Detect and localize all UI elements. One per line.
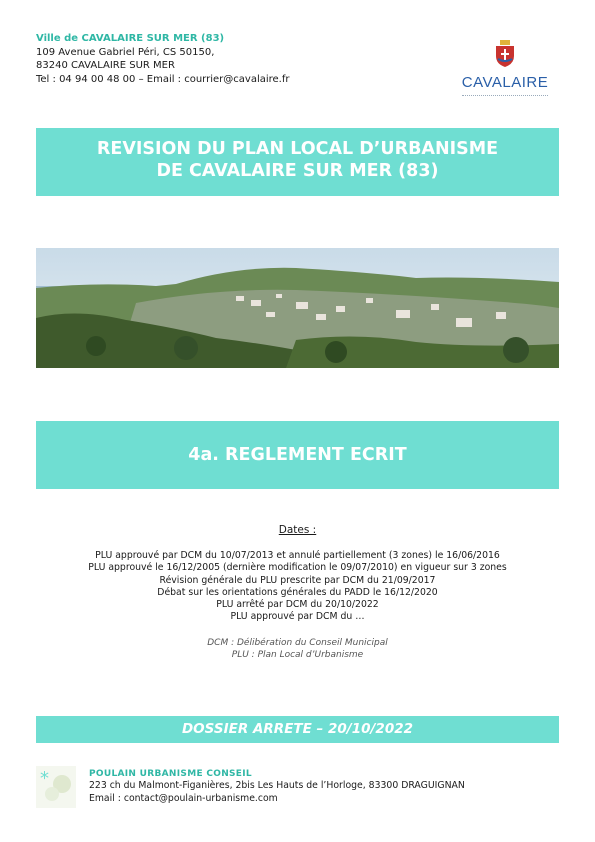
document-label: 4a. REGLEMENT ECRIT xyxy=(188,445,407,465)
consultant-block xyxy=(89,768,465,805)
sender-contact: Tel : 04 94 00 48 00 – Email : courrier@cavalaire.fr xyxy=(36,73,290,85)
coastal-town-photo xyxy=(36,248,559,368)
sender-address-line2: 83240 CAVALAIRE SUR MER xyxy=(36,60,175,71)
panorama-image xyxy=(36,248,559,368)
abbreviations-legend xyxy=(36,637,559,661)
date-item: PLU approuvé par DCM du … xyxy=(230,611,365,623)
svg-text:*: * xyxy=(40,768,49,789)
title-line1: REVISION DU PLAN LOCAL D’URBANISME xyxy=(96,139,499,159)
status-banner xyxy=(36,716,559,743)
sender-block xyxy=(36,32,290,86)
cavalaire-logo xyxy=(455,40,555,104)
status-label: DOSSIER ARRETE – 20/10/2022 xyxy=(181,721,414,737)
logo-wordmark: CAVALAIRE xyxy=(461,74,549,91)
coat-of-arms-icon xyxy=(494,40,516,68)
sender-address-line1: 109 Avenue Gabriel Péri, CS 50150, xyxy=(36,46,215,58)
consultant-email: Email : contact@poulain-urbanisme.com xyxy=(89,792,278,804)
legend-plu: PLU : Plan Local d’Urbanisme xyxy=(231,650,364,660)
dates-list xyxy=(36,550,559,624)
title-line2: DE CAVALAIRE SUR MER (83) xyxy=(156,161,439,181)
date-item: PLU approuvé par DCM du 10/07/2013 et annulé partiellement (3 zones) le 16/06/2016 xyxy=(95,550,500,561)
consultant-firm: POULAIN URBANISME CONSEIL xyxy=(89,769,252,779)
logo-tagline-rule xyxy=(462,95,548,99)
date-item: PLU approuvé le 16/12/2005 (dernière modification le 09/07/2010) en vigueur sur 3 zones xyxy=(88,562,507,574)
document-label-banner xyxy=(36,421,559,489)
legend-dcm: DCM : Délibération du Conseil Municipal xyxy=(207,638,388,648)
dates-heading: Dates : xyxy=(278,524,317,536)
date-item: Débat sur les orientations générales du PADD le 16/12/2020 xyxy=(157,586,438,598)
date-item: PLU arrêté par DCM du 20/10/2022 xyxy=(216,599,379,611)
sender-org: Ville de CAVALAIRE SUR MER (83) xyxy=(36,33,225,44)
consultant-address: 223 ch du Malmont-Figanières, 2bis Les Hauts de l’Horloge, 83300 DRAGUIGNAN xyxy=(89,780,465,792)
date-item: Révision générale du PLU prescrite par DCM du 21/09/2017 xyxy=(159,574,436,586)
poulain-logo-icon xyxy=(36,766,76,808)
title-banner xyxy=(36,128,559,196)
